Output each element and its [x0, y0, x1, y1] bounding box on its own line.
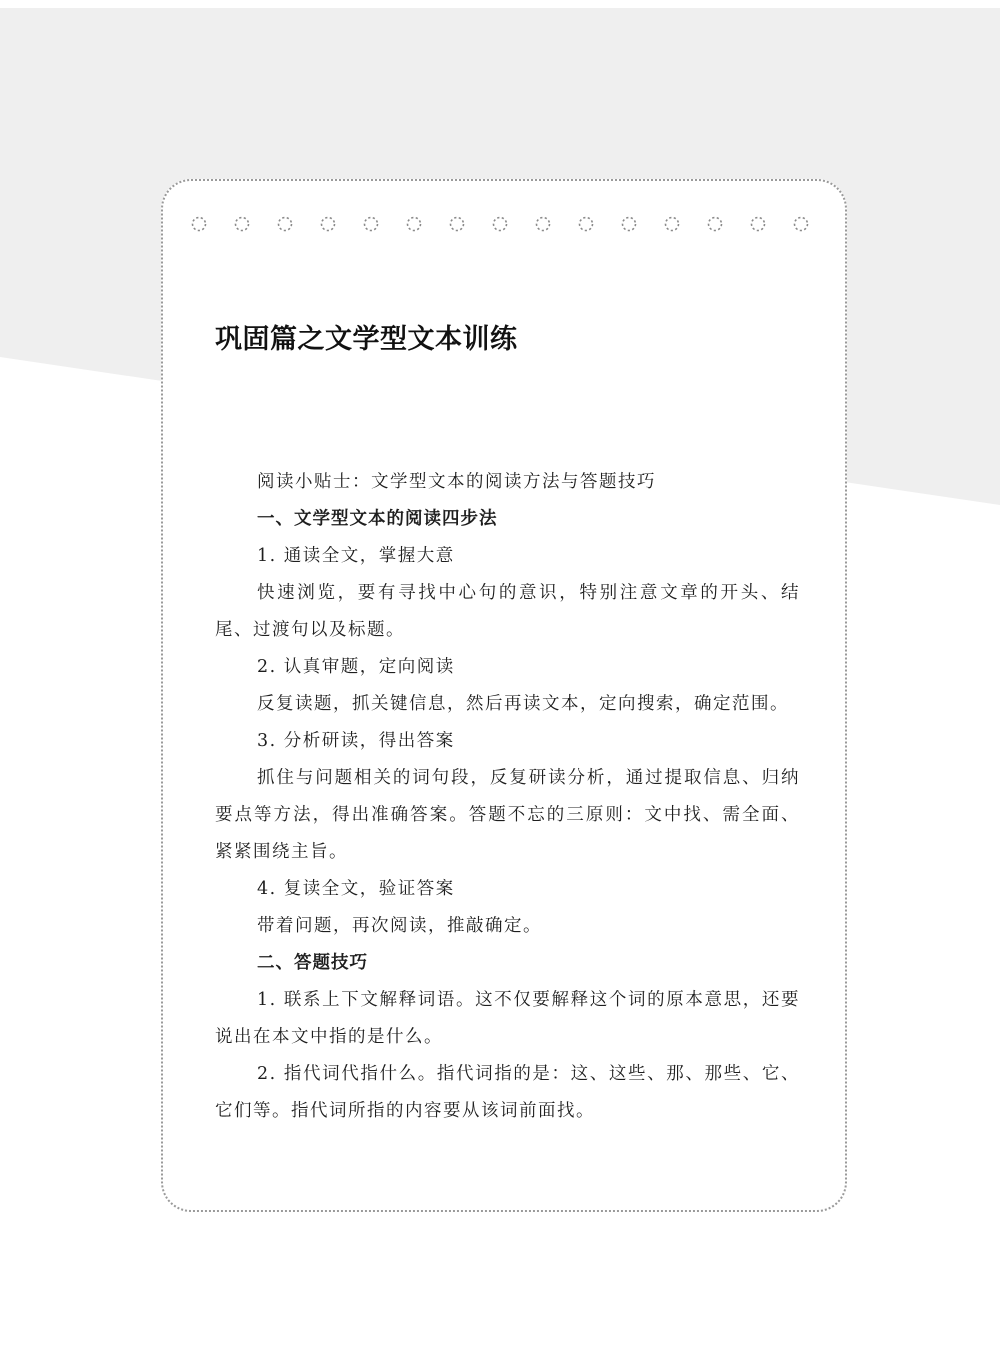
binder-ring: [322, 218, 335, 231]
step-text: 反复读题，抓关键信息，然后再读文本，定向搜索，确定范围。: [257, 694, 789, 714]
binder-ring: [365, 218, 378, 231]
binder-ring: [451, 218, 464, 231]
section-heading-reading-steps: 一、文学型文本的阅读四步法: [257, 509, 498, 529]
step-title: 2. 认真审题，定向阅读: [257, 657, 455, 677]
tip-title: 阅读小贴士：文学型文本的阅读方法与答题技巧: [257, 472, 656, 492]
section-heading-answer-skills: 二、答题技巧: [257, 953, 368, 973]
binder-ring: [408, 218, 421, 231]
binder-ring: [279, 218, 292, 231]
binder-ring: [537, 218, 550, 231]
skill-item: 1. 联系上下文解释词语。这不仅要解释这个词的原本意思，还要说出在本文中指的是什么。: [215, 990, 800, 1047]
binder-ring: [236, 218, 249, 231]
binder-ring: [580, 218, 593, 231]
step-title: 4. 复读全文，验证答案: [257, 879, 455, 899]
binder-ring: [623, 218, 636, 231]
binder-ring: [795, 218, 808, 231]
step-text: 快速浏览，要有寻找中心句的意识，特别注意文章的开头、结尾、过渡句以及标题。: [215, 583, 800, 640]
binder-ring: [666, 218, 679, 231]
binder-ring: [193, 218, 206, 231]
skill-item: 2. 指代词代指什么。指代词指的是：这、这些、那、那些、它、它们等。指代词所指的内容要从该词前面找。: [215, 1064, 800, 1121]
page-title: 巩固篇之文学型文本训练: [215, 324, 518, 355]
reading-tips-body: [215, 464, 800, 1130]
binder-ring: [752, 218, 765, 231]
step-title: 3. 分析研读，得出答案: [257, 731, 455, 751]
step-text: 抓住与问题相关的词句段，反复研读分析，通过提取信息、归纳要点等方法，得出准确答案。答题不忘的三原则：文中找、需全面、紧紧围绕主旨。: [215, 768, 800, 862]
step-title: 1. 通读全文，掌握大意: [257, 546, 455, 566]
step-text: 带着问题，再次阅读，推敲确定。: [257, 916, 542, 936]
binder-ring: [709, 218, 722, 231]
binder-rings: [163, 181, 849, 261]
binder-ring: [494, 218, 507, 231]
